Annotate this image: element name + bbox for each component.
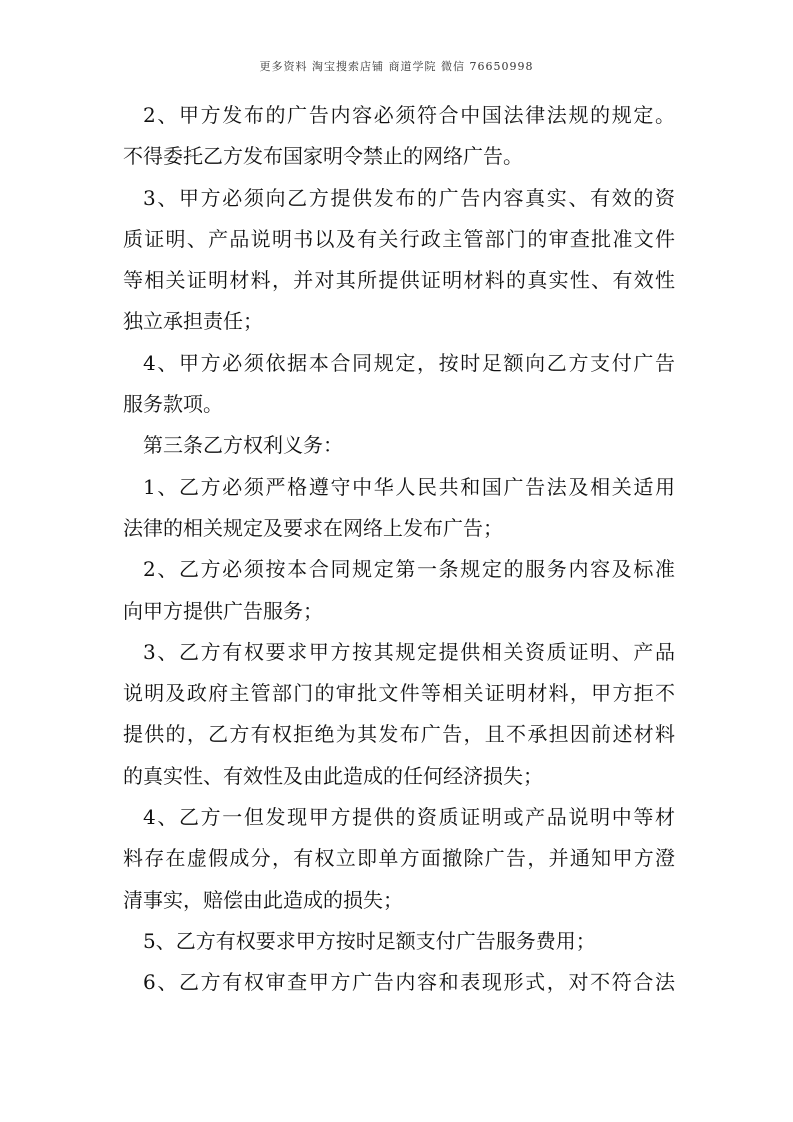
paragraph-line: 不得委托乙方发布国家明令禁止的网络广告。 <box>123 144 523 169</box>
paragraph-line: 6、乙方有权审查甲方广告内容和表现形式，对不符合法 <box>143 970 675 995</box>
paragraph-line: 4、乙方一但发现甲方提供的资质证明或产品说明中等材 <box>143 805 675 830</box>
paragraph-line: 向甲方提供广告服务； <box>123 598 323 623</box>
paragraph-line: 清事实，赔偿由此造成的损失； <box>123 887 403 912</box>
paragraph-line: 独立承担责任； <box>123 309 263 334</box>
paragraph-line: 3、乙方有权要求甲方按其规定提供相关资质证明、产品 <box>143 639 675 664</box>
document-body <box>123 95 675 1004</box>
paragraph-line: 4、甲方必须依据本合同规定，按时足额向乙方支付广告 <box>143 350 675 375</box>
paragraph-line: 法律的相关规定及要求在网络上发布广告； <box>123 515 503 540</box>
paragraph-line: 的真实性、有效性及由此造成的任何经济损失； <box>123 763 543 788</box>
paragraph-line: 5、乙方有权要求甲方按时足额支付广告服务费用； <box>143 928 596 953</box>
paragraph-line: 2、乙方必须按本合同规定第一条规定的服务内容及标准 <box>143 557 675 582</box>
paragraph-line: 质证明、产品说明书以及有关行政主管部门的审查批准文件 <box>123 226 675 251</box>
paragraph-line: 3、甲方必须向乙方提供发布的广告内容真实、有效的资 <box>143 185 675 210</box>
paragraph-line: 说明及政府主管部门的审批文件等相关证明材料，甲方拒不 <box>123 681 675 706</box>
paragraph-line: 料存在虚假成分，有权立即单方面撤除广告，并通知甲方澄 <box>123 846 675 871</box>
paragraph-line: 2、甲方发布的广告内容必须符合中国法律法规的规定。 <box>143 103 675 127</box>
page-header: 更多资料 淘宝搜索店铺 商道学院 微信 76650998 <box>259 60 534 73</box>
paragraph-line: 等相关证明材料，并对其所提供证明材料的真实性、有效性 <box>123 268 675 293</box>
section-heading: 第三条乙方权利义务： <box>143 433 343 458</box>
paragraph-line: 服务款项。 <box>123 392 223 417</box>
paragraph-line: 提供的，乙方有权拒绝为其发布广告，且不承担因前述材料 <box>123 722 675 747</box>
paragraph-line: 1、乙方必须严格遵守中华人民共和国广告法及相关适用 <box>143 474 675 499</box>
